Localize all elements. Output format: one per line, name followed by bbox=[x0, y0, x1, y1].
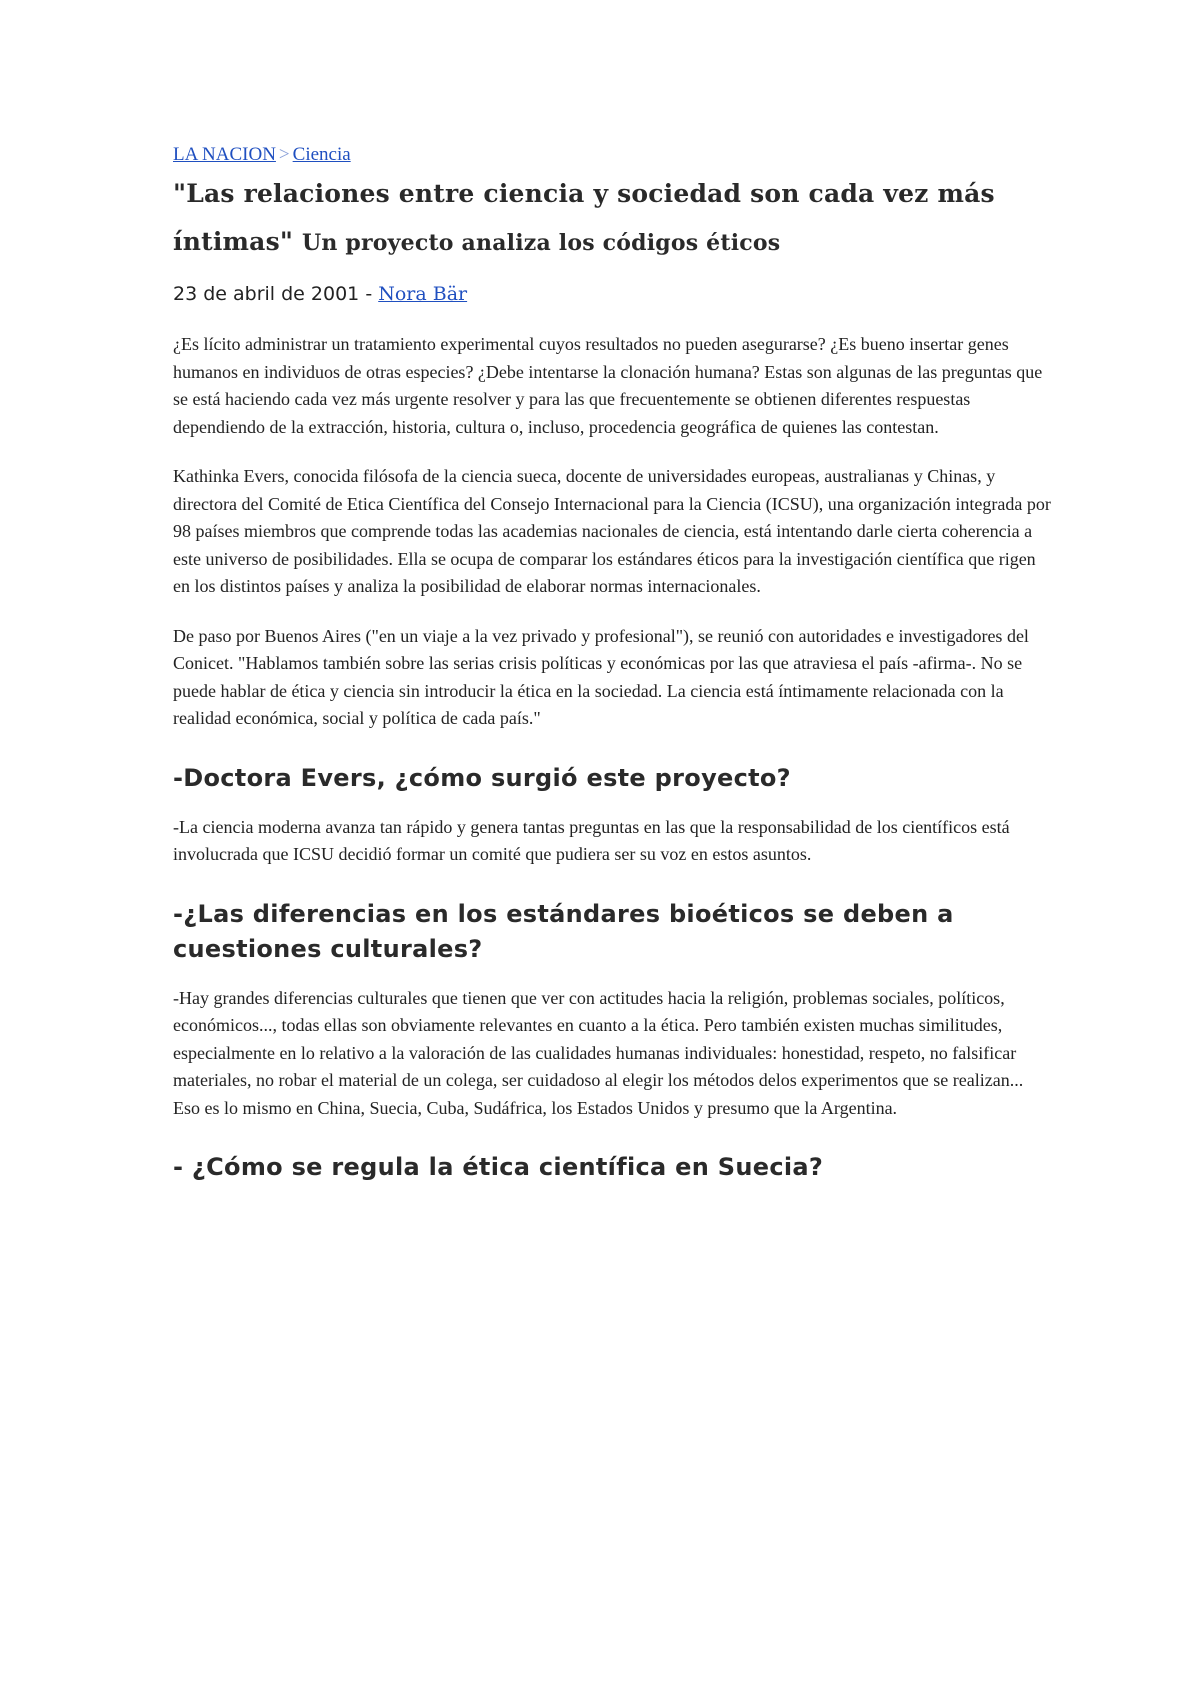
byline bbox=[173, 281, 1053, 307]
breadcrumb bbox=[173, 140, 1053, 170]
headline-text: "Las relaciones entre ciencia y sociedad son cada vez más íntimas" bbox=[173, 179, 995, 256]
interview-question: -Doctora Evers, ¿cómo surgió este proyecto? bbox=[173, 763, 791, 792]
paragraph-evers: Kathinka Evers, conocida filósofa de la ciencia sueca, docente de universidades europeas, australianas y Chinas, y directora del Comité de Etica Científica del Consejo Internacional para la Ciencia (ICSU), una organización integrada por 98 países miembros que comprende todas las academias nacionales de ciencia, está intentando darle cierta coherencia a este universo de posibilidades. Ella se ocupa de comparar los estándares éticos para la investigación científica que rigen en los distintos países y analiza la posibilidad de elaborar normas internacionales. bbox=[173, 466, 1051, 596]
article-subheadline: Un proyecto analiza los códigos éticos bbox=[301, 230, 781, 256]
document-page bbox=[173, 140, 1053, 1185]
breadcrumb-link-ciencia[interactable]: Ciencia bbox=[292, 144, 351, 165]
author-link[interactable]: Nora Bär bbox=[378, 283, 468, 305]
interview-question: -¿Las diferencias en los estándares bioéticos se deben a cuestiones culturales? bbox=[173, 899, 954, 963]
breadcrumb-separator: > bbox=[278, 144, 290, 165]
byline-separator: - bbox=[365, 283, 373, 305]
article-date: 23 de abril de 2001 bbox=[173, 283, 360, 305]
paragraph-intro: ¿Es lícito administrar un tratamiento experimental cuyos resultados no pueden asegurarse? ¿Es bueno insertar genes humanos en individuos de otras especies? ¿Debe intentarse la clonación humana? Estas son algunas de las preguntas que se está haciendo cada vez más urgente resolver y para las que frecuentemente se obtienen diferentes respuestas dependiendo de la extracción, historia, cultura o, incluso, procedencia geográfica de quienes las contestan. bbox=[173, 334, 1043, 437]
article-headline bbox=[173, 170, 1053, 267]
interview-answer: -La ciencia moderna avanza tan rápido y genera tantas preguntas en las que la responsabilidad de los científicos está involucrada que ICSU decidió formar un comité que pudiera ser su voz en estos asuntos. bbox=[173, 816, 1010, 864]
paragraph-buenos-aires: De paso por Buenos Aires ("en un viaje a la vez privado y profesional"), se reunió con autoridades e investigadores del Conicet. "Hablamos también sobre las serias crisis políticas y económicas por las que atraviesa el país -afirma-. No se puede hablar de ética y ciencia sin introducir la ética en la sociedad. La ciencia está íntimamente relacionada con la realidad económica, social y política de cada país." bbox=[173, 625, 1029, 728]
interview-question: - ¿Cómo se regula la ética científica en Suecia? bbox=[173, 1153, 824, 1181]
breadcrumb-link-la-nacion[interactable]: LA NACION bbox=[173, 144, 276, 165]
interview-answer: -Hay grandes diferencias culturales que tienen que ver con actitudes hacia la religión, problemas sociales, políticos, económicos..., todas ellas son obviamente relevantes en cuanto a la ética. Pero también existen muchas similitudes, especialmente en lo relativo a la valoración de las cualidades humanas individuales: honestidad, respeto, no falsificar materiales, no robar el material de un colega, ser cuidadoso al elegir los métodos delos experimentos que se realizan... Eso es lo mismo en China, Suecia, Cuba, Sudáfrica, los Estados Unidos y presumo que la Argentina. bbox=[173, 987, 1024, 1118]
